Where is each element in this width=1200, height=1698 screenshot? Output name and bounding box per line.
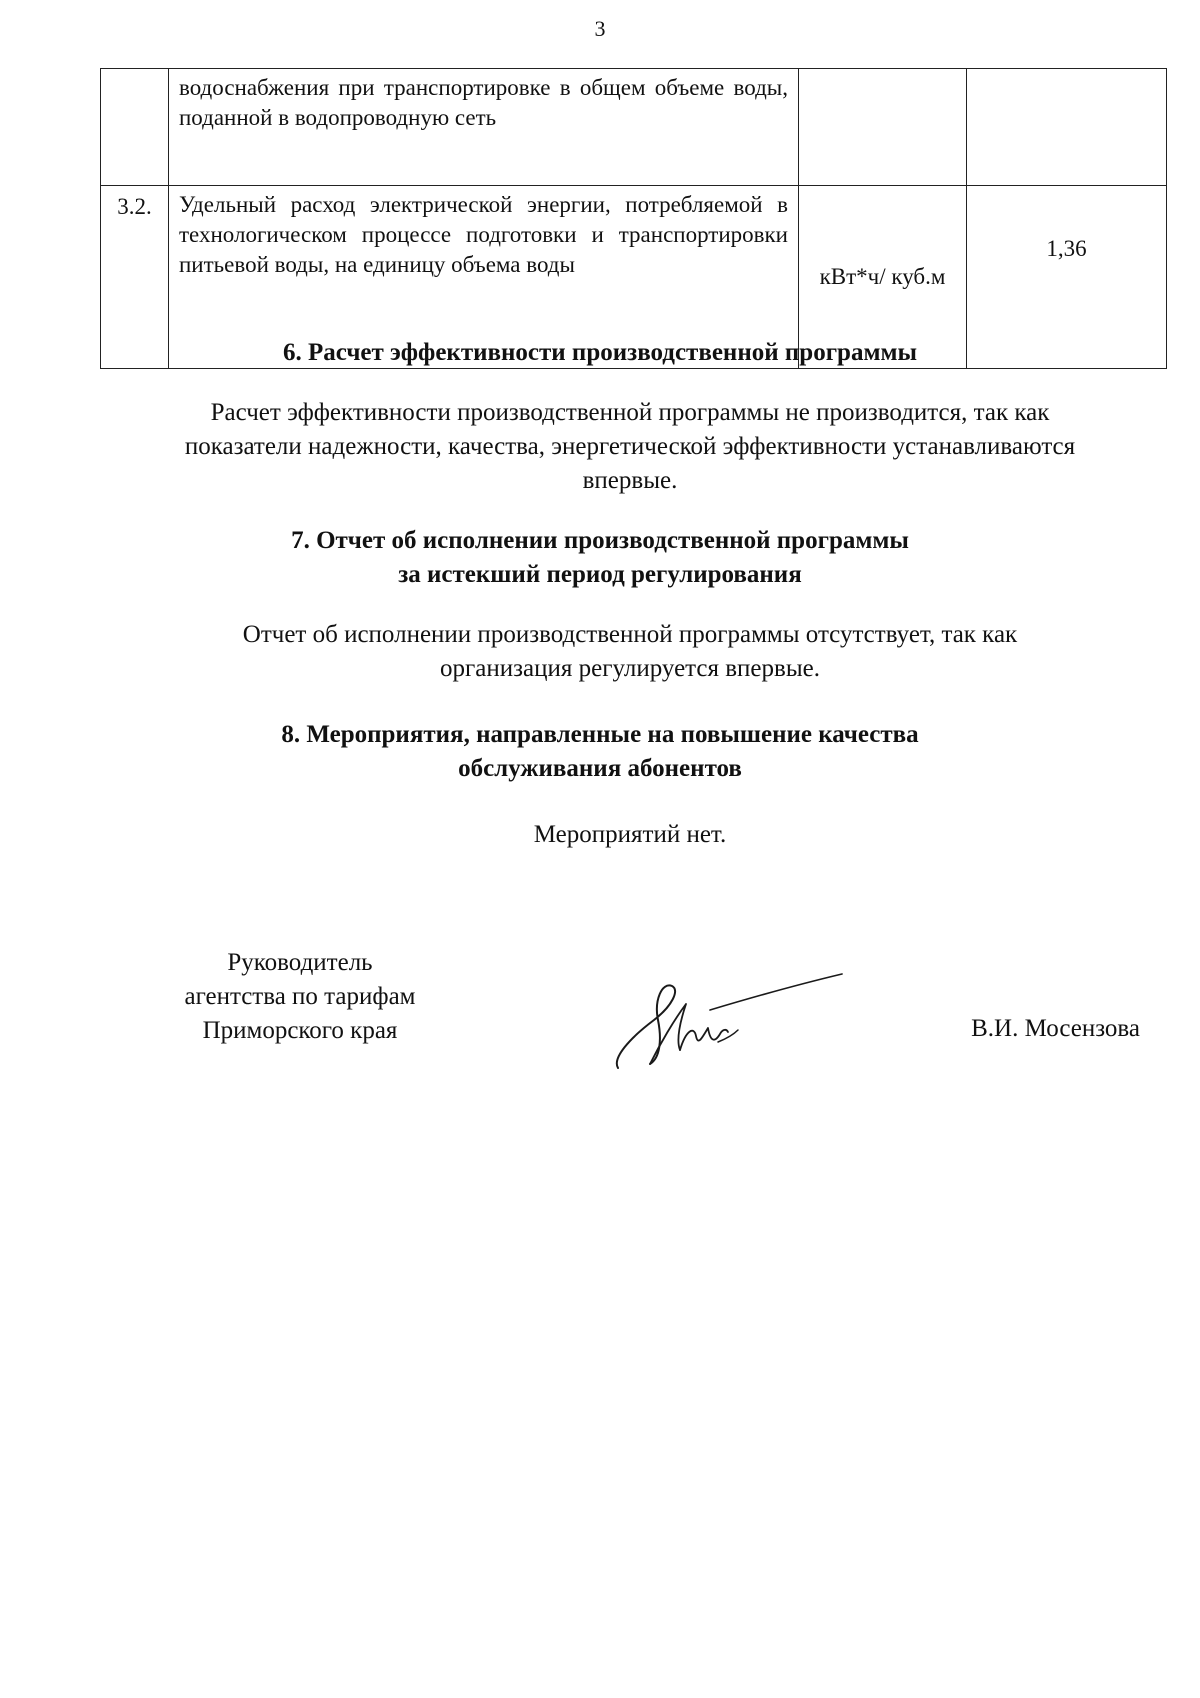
row-number-cell: 3.2. bbox=[101, 186, 169, 369]
section-7-title-line2: за истекший период регулирования bbox=[398, 561, 802, 588]
section-6-title: 6. Расчет эффективности производственной программы bbox=[282, 339, 918, 366]
handwritten-signature bbox=[610, 960, 850, 1080]
indicator-name-cell: водоснабжения при транспортировке в общем объеме воды, поданной в водопроводную сеть bbox=[169, 69, 799, 186]
signatory-role bbox=[150, 946, 450, 1048]
signatory-role-line2: агентства по тарифам bbox=[184, 983, 416, 1010]
unit-cell bbox=[799, 69, 967, 186]
value-cell bbox=[967, 69, 1167, 186]
signatory-role-line3: Приморского края bbox=[202, 1017, 398, 1044]
section-8-title-line2: обслуживания абонентов bbox=[458, 755, 742, 782]
signatory-role-line1: Руководитель bbox=[227, 949, 373, 976]
signatory-name: В.И. Мосензова bbox=[971, 1015, 1140, 1042]
section-7-title-line1: 7. Отчет об исполнении производственной программы bbox=[291, 527, 909, 554]
page-number: 3 bbox=[594, 16, 606, 41]
value-cell: 1,36 bbox=[967, 186, 1167, 369]
section-6-text: Расчет эффективности производственной программы не производится, так как показатели надежности, качества, энергетической эффективности устанавливаются впервые. bbox=[184, 399, 1076, 494]
table-row bbox=[101, 69, 1167, 186]
unit-cell: кВт*ч/ куб.м bbox=[799, 186, 967, 369]
signature-strokes bbox=[617, 974, 842, 1068]
section-8-text: Мероприятий нет. bbox=[533, 821, 727, 848]
indicator-name-cell: Удельный расход электрической энергии, потребляемой в технологическом процессе подготовки и транспортировки питьевой воды, на единицу объема воды bbox=[169, 186, 799, 369]
section-7-text: Отчет об исполнении производственной программы отсутствует, так как организация регулируется впервые. bbox=[242, 621, 1018, 682]
indicators-table bbox=[100, 68, 1167, 369]
section-8-title-line1: 8. Мероприятия, направленные на повышение качества bbox=[281, 721, 919, 748]
row-number-cell bbox=[101, 69, 169, 186]
